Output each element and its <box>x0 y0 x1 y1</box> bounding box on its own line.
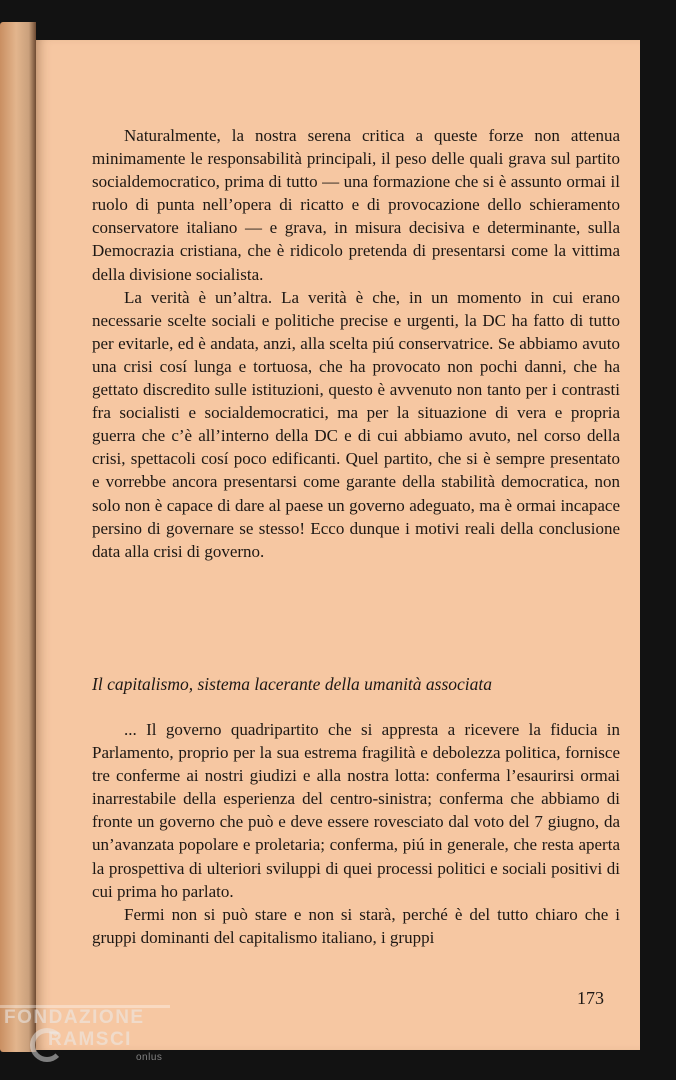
paragraph: La verità è un’altra. La verità è che, in un momento in cui erano necessarie scelte sociali e politiche precise e urgenti, la DC ha fatto di tutto per evitarle, ed è andata, anzi, alla scelta piú conservatrice. Se abbiamo avuto una crisi cosí lunga e tortuosa, che ha provocato non pochi danni, che ha gettato discredito sulle istituzioni, questo è avvenuto non tanto per i contrasti fra socialisti e socialdemocratici, ma per la situazione di vera e propria guerra che c’è all’interno della DC e di cui abbiamo avuto, nel corso della crisi, spettacoli cosí poco edificanti. Quel partito, che si è sempre presentato e vorrebbe ancora presentarsi come garante della stabilità democratica, non solo non è capace di dare al paese un governo adeguato, ma è ormai incapace persino di governare se stesso! Ecco dunque i motivi reali della conclusione data alla crisi di governo. <box>92 287 620 561</box>
watermark-line-1: FONDAZIONE <box>4 1007 145 1028</box>
watermark-g-icon <box>30 1028 64 1062</box>
section-2-body <box>92 718 620 949</box>
watermark-suffix: onlus <box>136 1052 163 1063</box>
paragraph: Fermi non si può stare e non si starà, perché è del tutto chiaro che i gruppi dominanti del capitalismo italiano, i gruppi <box>92 904 620 947</box>
page-number: 173 <box>577 988 604 1008</box>
watermark-logo-text <box>4 1007 145 1051</box>
previous-page-edge <box>0 22 36 1052</box>
section-heading: Il capitalismo, sistema lacerante della umanità associata <box>92 674 493 694</box>
paragraph: ... Il governo quadripartito che si appresta a ricevere la fiducia in Parlamento, proprio per la sua estrema fragilità e debolezza politica, fornisce tre conferme ai nostri giudizi e alla nostra lotta: conferma l’esaurirsi ormai inarrestabile della esperienza del centro-sinistra; conferma che abbiamo di fronte un governo che può e deve essere rovesciato dal voto del 7 giugno, da un’avanzata popolare e proletaria; conferma, piú in generale, che resta aperta la prospettiva di ulteriori sviluppi di quei processi politici e sociali positivi di cui prima ho parlato. <box>92 720 620 901</box>
watermark-line-2: RAMSCI <box>48 1029 132 1050</box>
section-1-body <box>92 124 620 563</box>
paragraph: Naturalmente, la nostra serena critica a queste forze non attenua minimamente le responsabilità principali, il peso delle quali grava sul partito socialdemocratico, prima di tutto — una formazione che si è assunto ormai il ruolo di punta nell’opera di ricatto e di provocazione dello schieramento conservatore italiano — e grava, in misura decisiva e determinante, sulla Democrazia cristiana, che è ridicolo pretenda di presentarsi come la vittima della divisione socialista. <box>92 126 620 284</box>
book-page <box>36 40 640 1050</box>
